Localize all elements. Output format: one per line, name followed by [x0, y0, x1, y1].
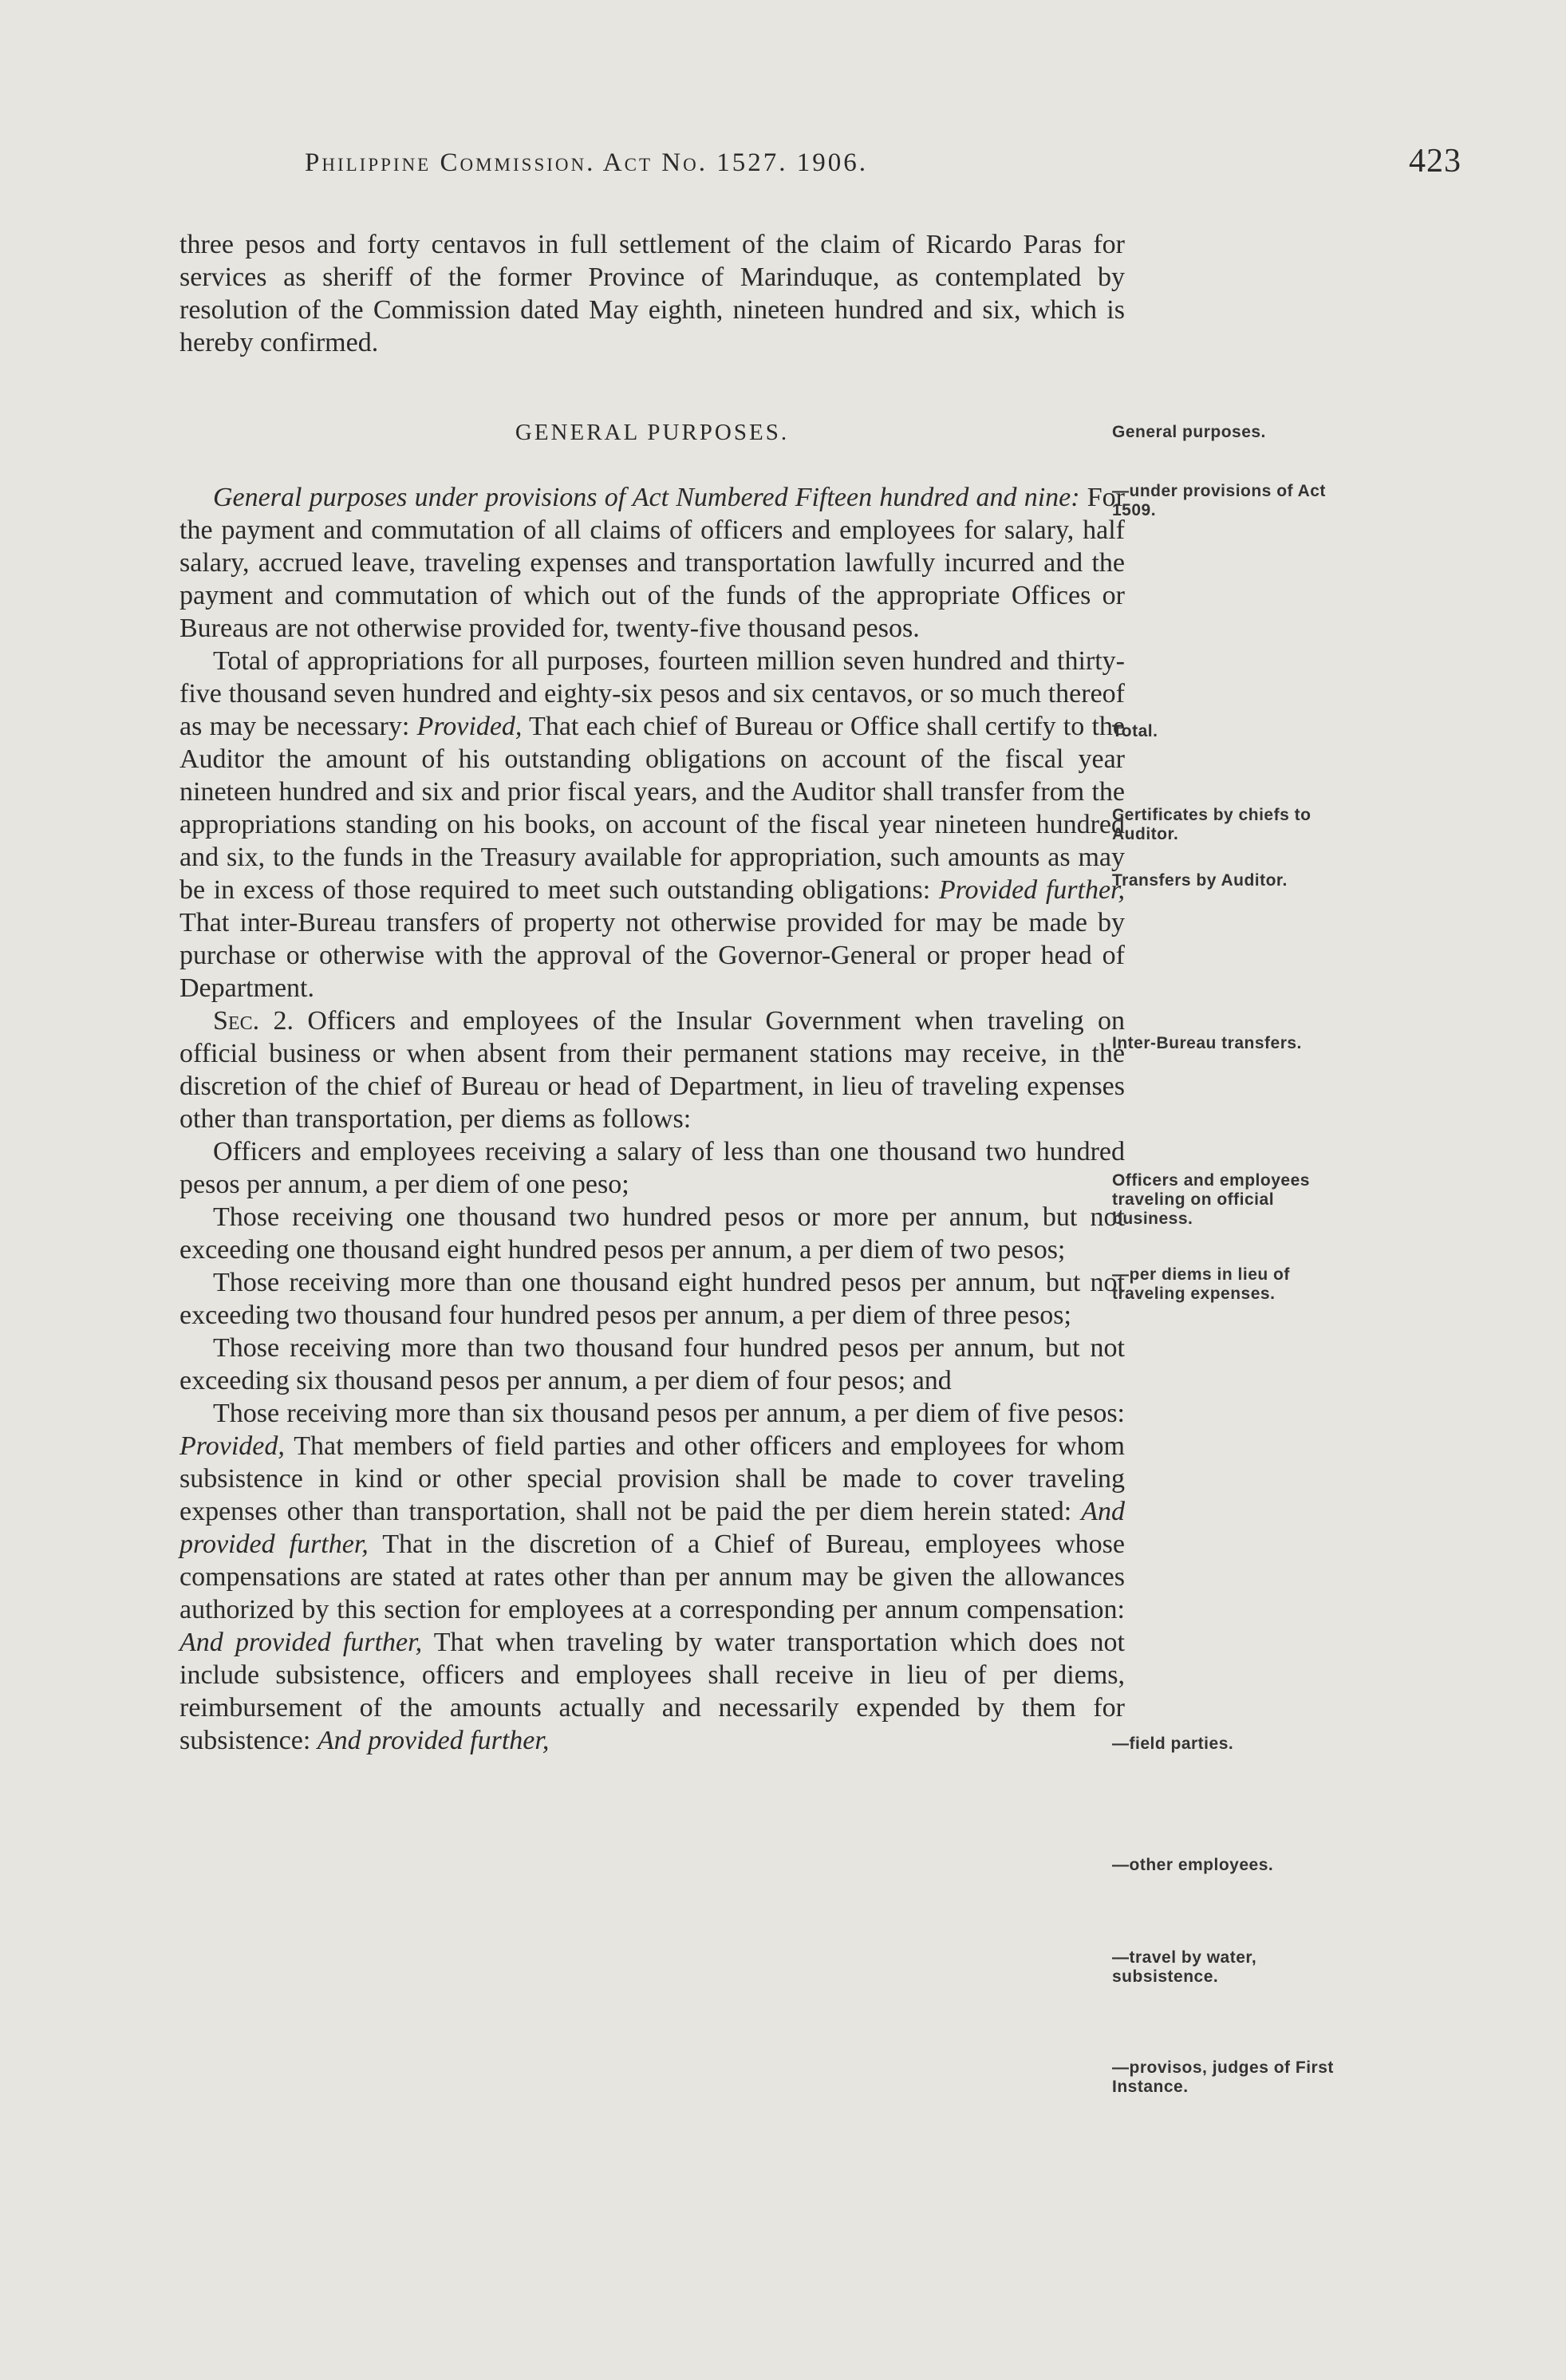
- margin-note: General purposes.: [1112, 423, 1266, 441]
- margin-note: Inter-Bureau transfers.: [1112, 1034, 1302, 1052]
- page-number: 423: [1409, 143, 1461, 180]
- margin-note: —travel by water, subsistence.: [1112, 1948, 1257, 1986]
- total-provided: Provided,: [416, 712, 523, 741]
- running-title: Philippine Commission. Act No. 1527. 1906.: [305, 148, 868, 177]
- margin-note: —under provisions of Act 1509.: [1112, 482, 1326, 519]
- margin-note: Transfers by Auditor.: [1112, 871, 1288, 890]
- total-text-b: That each chief of Bureau or Office shall certify to the Auditor the amount of his outstanding obligations on account of the fiscal year nineteen hundred and six and prior fiscal years, and the Auditor shall transfer from the appropriations standing on his books, on account of the fiscal year nineteen hundred and six, to the funds in the Treasury available for appropriation, such amounts as may be in excess of those required to meet such outstanding obligations:: [179, 712, 1126, 905]
- margin-note: Officers and employees traveling on official business.: [1112, 1171, 1310, 1228]
- last-provided-further-1: And provided further,: [179, 1497, 1125, 1559]
- total-text-c: That inter-Bureau transfers of property not otherwise provided for may be made by purchase or otherwise with the approval of the Governor-General or proper head of Department.: [179, 908, 1125, 1003]
- sec2-paragraph: [179, 1004, 1125, 1135]
- margin-note: —provisos, judges of First Instance.: [1112, 2058, 1334, 2096]
- margin-note: —other employees.: [1112, 1856, 1274, 1874]
- last-text-a: Those receiving more than six thousand pesos per annum, a per diem of five pesos:: [213, 1399, 1125, 1428]
- section-heading: GENERAL PURPOSES.: [515, 420, 790, 445]
- margin-note: Total.: [1112, 722, 1158, 740]
- rate-paragraph: Officers and employees receiving a salary of less than one thousand two hundred pesos per annum, a per diem of one peso;: [179, 1137, 1125, 1199]
- main-text: [179, 481, 1125, 1757]
- last-text-d: That when traveling by water transportation which does not include subsistence, officers and employees shall receive in lieu of per diems, reimbursement of the amounts actually and necessarily expended by them for subsistence:: [179, 1628, 1125, 1755]
- sec2-label: Sec. 2.: [213, 1006, 294, 1036]
- last-paragraph: [179, 1397, 1125, 1757]
- opening-paragraph: [179, 228, 1125, 359]
- last-text-b: That members of field parties and other officers and employees for whom subsistence in kind or other special provision shall be made to cover traveling expenses other than transportation, shall not be paid the per diem herein stated:: [179, 1431, 1125, 1526]
- total-text-a: Total of appropriations for all purposes, fourteen million seven hundred and thirty-five thousand seven hundred and eighty-six pesos and six centavos, or so much thereof as may be necessary:: [179, 646, 1125, 741]
- total-provided-further: Provided further,: [938, 875, 1126, 905]
- rate-paragraph: Those receiving more than one thousand eight hundred pesos per annum, but not exceeding two thousand four hundred pesos per annum, a per diem of three pesos;: [179, 1268, 1125, 1330]
- rate-paragraph: Those receiving one thousand two hundred pesos or more per annum, but not exceeding one thousand eight hundred pesos per annum, a per diem of two pesos;: [179, 1202, 1125, 1265]
- rate-paragraph: Those receiving more than two thousand four hundred pesos per annum, but not exceeding six thousand pesos per annum, a per diem of four pesos; and: [179, 1333, 1125, 1395]
- margin-note: Certificates by chiefs to Auditor.: [1112, 806, 1312, 843]
- general-purposes-paragraph: [179, 481, 1125, 645]
- page-header: [305, 143, 1461, 196]
- last-provided: Provided,: [179, 1431, 285, 1461]
- general-purposes-text: For the payment and commutation of all claims of officers and employees for salary, half salary, accrued leave, traveling expenses and transportation lawfully incurred and the payment and commutation of which out of the funds of the appropriate Offices or Bureaus are not otherwise provided for, twenty-five thousand pesos.: [179, 483, 1125, 643]
- margin-note: —per diems in lieu of traveling expenses.: [1112, 1265, 1290, 1303]
- total-paragraph: [179, 645, 1125, 1004]
- opening-text: three pesos and forty centavos in full settlement of the claim of Ricardo Paras for services as sheriff of the former Province of Marinduque, as contemplated by resolution of the Commission dated May eighth, nineteen hundred and six, which is hereby confirmed.: [179, 230, 1125, 357]
- last-provided-further-3: And provided further,: [317, 1726, 550, 1755]
- sec2-text: Officers and employees of the Insular Government when traveling on official business or when absent from their permanent stations may receive, in the discretion of the chief of Bureau or head of Department, in lieu of traveling expenses other than transportation, per diems as follows:: [179, 1006, 1125, 1134]
- last-provided-further-2: And provided further,: [179, 1628, 423, 1657]
- last-text-c: That in the discretion of a Chief of Bureau, employees whose compensations are stated at rates other than per annum may be given the allowances authorized by this section for employees at a corresponding per annum compensation:: [179, 1529, 1125, 1624]
- general-purposes-lead: General purposes under provisions of Act Numbered Fifteen hundred and nine:: [213, 483, 1080, 512]
- margin-note: —field parties.: [1112, 1735, 1234, 1753]
